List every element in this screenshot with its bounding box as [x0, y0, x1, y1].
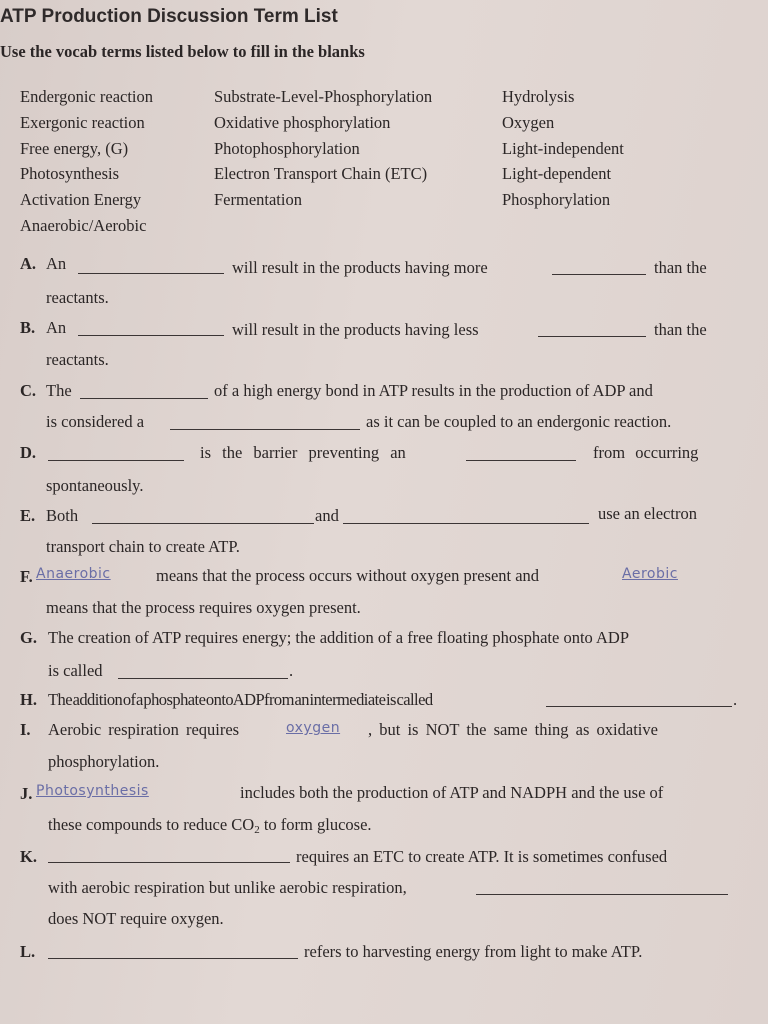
question-text: transport chain to create ATP. [46, 537, 240, 556]
question-label: C. [20, 381, 37, 400]
vocab-term: Light-independent [502, 138, 624, 158]
handwritten-answer: Anaerobic [36, 566, 111, 582]
question-text: The creation of ATP requires energy; the addition of a free floating phosphate onto ADP [48, 628, 630, 647]
vocab-term: Exergonic reaction [20, 112, 145, 132]
answer-blank[interactable] [466, 446, 576, 461]
question-text: to form glucose. [263, 815, 372, 834]
question-text: will result in the products having more [232, 258, 488, 277]
question-label: H. [20, 690, 37, 709]
vocab-term: Activation Energy [20, 190, 142, 210]
vocab-column-1 [20, 84, 153, 239]
question-text: does NOT require oxygen. [48, 909, 224, 928]
question-text: refers to harvesting energy from light to make ATP. [304, 942, 643, 961]
question-text: means that the process requires oxygen present. [46, 598, 361, 617]
question-label: L. [20, 942, 36, 961]
question-text: than the [654, 258, 707, 277]
vocab-term: Free energy, (G) [20, 138, 129, 158]
subscript: 2 [254, 824, 260, 836]
handwritten-answer: Photosynthesis [36, 783, 149, 799]
question-text: spontaneously. [46, 476, 144, 495]
question-text: and [315, 506, 339, 525]
answer-blank[interactable] [546, 692, 732, 707]
question-text: reactants. [46, 350, 109, 369]
question-text: than the [654, 320, 707, 339]
question-text: with aerobic respiration but unlike aerobic respiration, [48, 878, 407, 897]
vocab-term: Oxidative phosphorylation [214, 112, 391, 132]
question-text: . [289, 661, 294, 680]
question-text: An [46, 318, 67, 337]
answer-blank[interactable] [92, 509, 314, 524]
answer-blank[interactable] [170, 415, 360, 430]
answer-blank[interactable] [78, 321, 224, 336]
question-text: reactants. [46, 288, 109, 307]
question-text: is considered a [46, 412, 145, 431]
question-text: will result in the products having less [232, 320, 479, 339]
question-text: includes both the production of ATP and NADPH and the use of [240, 783, 664, 802]
question-text: An [46, 254, 67, 273]
vocab-column-3 [502, 84, 624, 213]
vocab-column-2 [214, 84, 432, 213]
vocab-term: Phosphorylation [502, 190, 611, 210]
co2-text: these compounds to reduce CO [48, 815, 255, 834]
handwritten-answer: Aerobic [622, 566, 678, 582]
question-text: The addition of a phosphate onto ADP from an intermediate is called [48, 690, 433, 709]
vocab-term: Photophosphorylation [214, 138, 360, 158]
answer-blank[interactable] [48, 848, 290, 863]
vocab-term: Light-dependent [502, 164, 612, 184]
question-text [48, 815, 372, 836]
handwritten-answer: oxygen [286, 720, 341, 736]
question-text: phosphorylation. [48, 752, 160, 771]
question-label: F. [20, 567, 33, 586]
answer-blank[interactable] [48, 446, 184, 461]
answer-blank[interactable] [80, 384, 208, 399]
question-label: E. [20, 506, 36, 525]
question-text: The [46, 381, 72, 400]
vocab-term: Endergonic reaction [20, 87, 154, 106]
vocab-term: Electron Transport Chain (ETC) [214, 164, 428, 184]
vocab-term: Anaerobic/Aerobic [20, 215, 147, 235]
vocab-term: Hydrolysis [502, 87, 575, 106]
instructions: Use the vocab terms listed below to fill in the blanks [0, 42, 365, 61]
vocab-term: Photosynthesis [20, 164, 120, 184]
question-text: , but is NOT the same thing as oxidative [368, 720, 658, 739]
answer-blank[interactable] [118, 664, 288, 679]
question-label: G. [20, 628, 37, 647]
question-text: requires an ETC to create ATP. It is sometimes confused [296, 847, 668, 866]
question-label: K. [20, 847, 37, 866]
question-text: Aerobic respiration requires [48, 720, 240, 739]
question-label: D. [20, 443, 37, 462]
question-label: B. [20, 318, 36, 337]
answer-blank[interactable] [343, 509, 589, 524]
vocab-term: Fermentation [214, 190, 302, 210]
page-title: ATP Production Discussion Term List [0, 6, 338, 27]
answer-blank[interactable] [538, 322, 646, 337]
question-text: Both [46, 506, 79, 525]
question-text: of a high energy bond in ATP results in the production of ADP and [214, 381, 653, 400]
answer-blank[interactable] [476, 880, 728, 895]
question-label: J. [20, 784, 33, 803]
answer-blank[interactable] [552, 260, 646, 275]
question-text: . [733, 690, 738, 709]
vocab-term: Oxygen [502, 112, 555, 132]
question-text: from occurring [593, 443, 699, 462]
question-text: is called [48, 661, 103, 680]
question-text: as it can be coupled to an endergonic reaction. [366, 412, 672, 431]
vocab-term: Substrate-Level-Phosphorylation [214, 87, 433, 106]
question-text: means that the process occurs without oxygen present and [156, 566, 540, 585]
question-label: A. [20, 254, 37, 273]
answer-blank[interactable] [78, 259, 224, 274]
question-text: is the barrier preventing an [200, 443, 406, 462]
question-text: use an electron [598, 504, 697, 523]
question-label: I. [20, 720, 31, 739]
answer-blank[interactable] [48, 944, 298, 959]
